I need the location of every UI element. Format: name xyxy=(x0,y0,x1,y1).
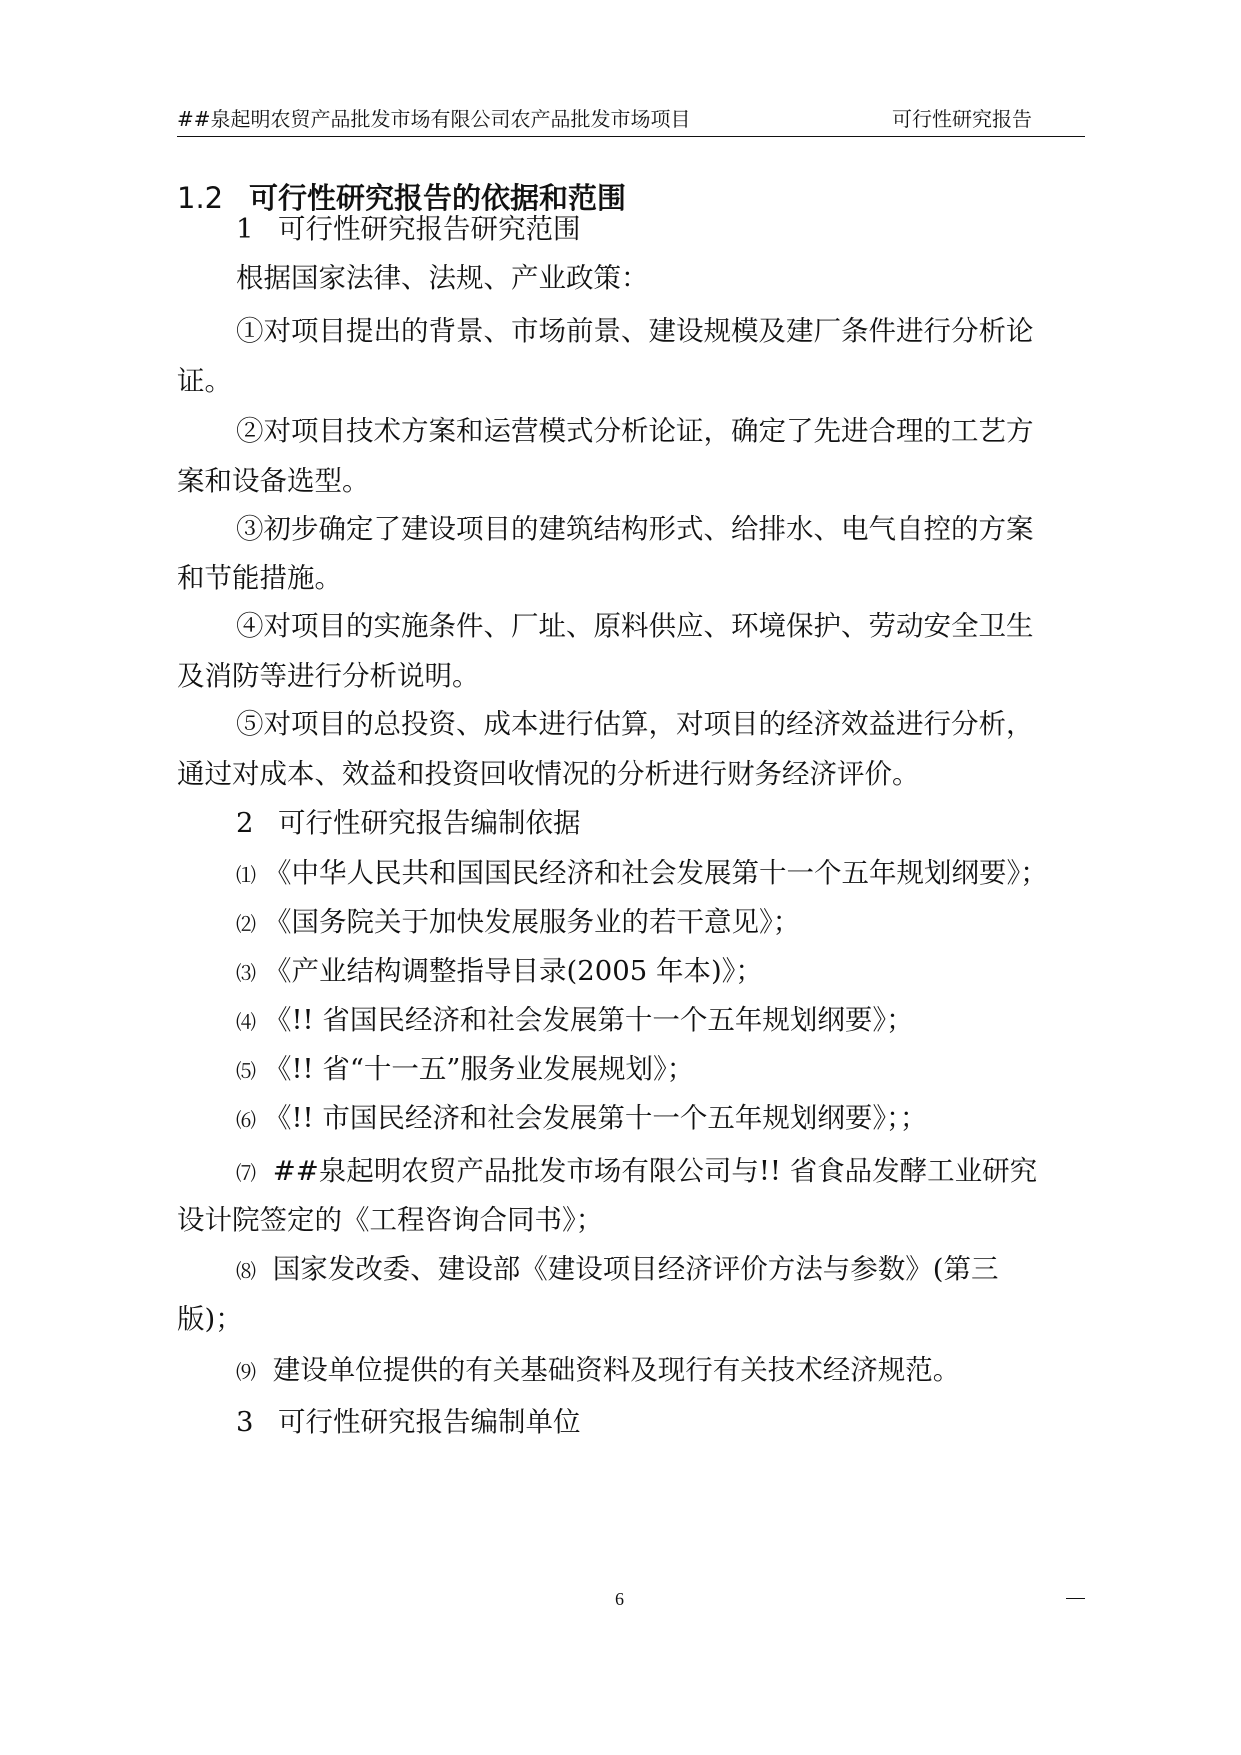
footer-dash xyxy=(1066,1598,1085,1599)
list-number: ⑴ xyxy=(236,863,256,887)
intro-paragraph: 根据国家法律、法规、产业政策： xyxy=(236,262,649,294)
header-divider xyxy=(177,136,1085,137)
basis-item-7-line-2: 设计院签定的《工程咨询合同书》； xyxy=(177,1204,604,1236)
basis-item-text: 《国务院关于加快发展服务业的若干意见》； xyxy=(264,906,801,938)
list-number: ⑷ xyxy=(236,1010,256,1034)
section-title-text: 可行性研究报告的依据和范围 xyxy=(249,181,627,215)
subsection-heading-author xyxy=(236,1402,581,1442)
scope-item-4-line-2: 及消防等进行分析说明。 xyxy=(177,660,480,692)
subsection-title: 可行性研究报告编制单位 xyxy=(278,1406,581,1438)
basis-item-3 xyxy=(236,951,763,993)
section-number: 1.2 xyxy=(177,181,224,215)
subsection-heading-scope xyxy=(236,209,581,249)
basis-item-1 xyxy=(236,853,1048,895)
basis-item-text: 《中华人民共和国国民经济和社会发展第十一个五年规划纲要》； xyxy=(264,857,1048,889)
basis-item-4 xyxy=(236,1000,914,1042)
scope-item-5-line-2: 通过对成本、效益和投资回收情况的分析进行财务经济评价。 xyxy=(177,758,920,790)
scope-item-2-line-2: 案和设备选型。 xyxy=(177,465,370,497)
list-number: ⑹ xyxy=(236,1108,256,1132)
subsection-heading-basis xyxy=(236,803,581,843)
list-number: ⑸ xyxy=(236,1059,256,1083)
header-project-name: ##泉起明农贸产品批发市场有限公司农产品批发市场项目 xyxy=(177,107,691,131)
subsection-number: 1 xyxy=(236,213,254,245)
subsection-number: 2 xyxy=(236,807,254,839)
scope-item-4-line-1: ④对项目的实施条件、厂址、原料供应、环境保护、劳动安全卫生 xyxy=(236,610,1034,642)
basis-item-9 xyxy=(236,1350,960,1392)
scope-item-1-line-2: 证。 xyxy=(177,365,232,397)
scope-item-1-line-1: ①对项目提出的背景、市场前景、建设规模及建厂条件进行分析论 xyxy=(236,315,1034,347)
list-number: ⑶ xyxy=(236,961,256,985)
basis-item-text: 建设单位提供的有关基础资料及现行有关技术经济规范。 xyxy=(264,1354,961,1386)
basis-item-text: 国家发改委、建设部《建设项目经济评价方法与参数》(第三 xyxy=(264,1253,999,1285)
subsection-title: 可行性研究报告研究范围 xyxy=(278,213,581,245)
list-number: ⑼ xyxy=(236,1360,256,1384)
scope-item-3-line-1: ③初步确定了建设项目的建筑结构形式、给排水、电气自控的方案 xyxy=(236,513,1034,545)
basis-item-8-line-2: 版)； xyxy=(177,1303,243,1335)
basis-item-8-line-1 xyxy=(236,1249,998,1291)
list-number: ⑻ xyxy=(236,1259,256,1283)
basis-item-text: ##泉起明农贸产品批发市场有限公司与!! 省食品发酵工业研究 xyxy=(264,1155,1038,1187)
basis-item-text: 《!! 市国民经济和社会发展第十一个五年规划纲要》；； xyxy=(264,1102,928,1134)
basis-item-2 xyxy=(236,902,800,944)
subsection-number: 3 xyxy=(236,1406,254,1438)
list-number: ⑵ xyxy=(236,912,256,936)
basis-item-text: 《产业结构调整指导目录(2005 年本)》； xyxy=(264,955,763,987)
page-number: 6 xyxy=(615,1589,624,1609)
scope-item-2-line-1: ②对项目技术方案和运营模式分析论证，确定了先进合理的工艺方 xyxy=(236,415,1034,447)
scope-item-3-line-2: 和节能措施。 xyxy=(177,562,342,594)
list-number: ⑺ xyxy=(236,1161,256,1185)
header-report-type: 可行性研究报告 xyxy=(892,107,1032,131)
basis-item-6 xyxy=(236,1098,927,1140)
basis-item-5 xyxy=(236,1049,694,1091)
subsection-title: 可行性研究报告编制依据 xyxy=(278,807,581,839)
scope-item-5-line-1: ⑤对项目的总投资、成本进行估算，对项目的经济效益进行分析， xyxy=(236,708,1034,740)
basis-item-text: 《!! 省国民经济和社会发展第十一个五年规划纲要》； xyxy=(264,1004,914,1036)
basis-item-text: 《!! 省“十一五”服务业发展规划》； xyxy=(264,1053,695,1085)
basis-item-7-line-1 xyxy=(236,1151,1037,1193)
